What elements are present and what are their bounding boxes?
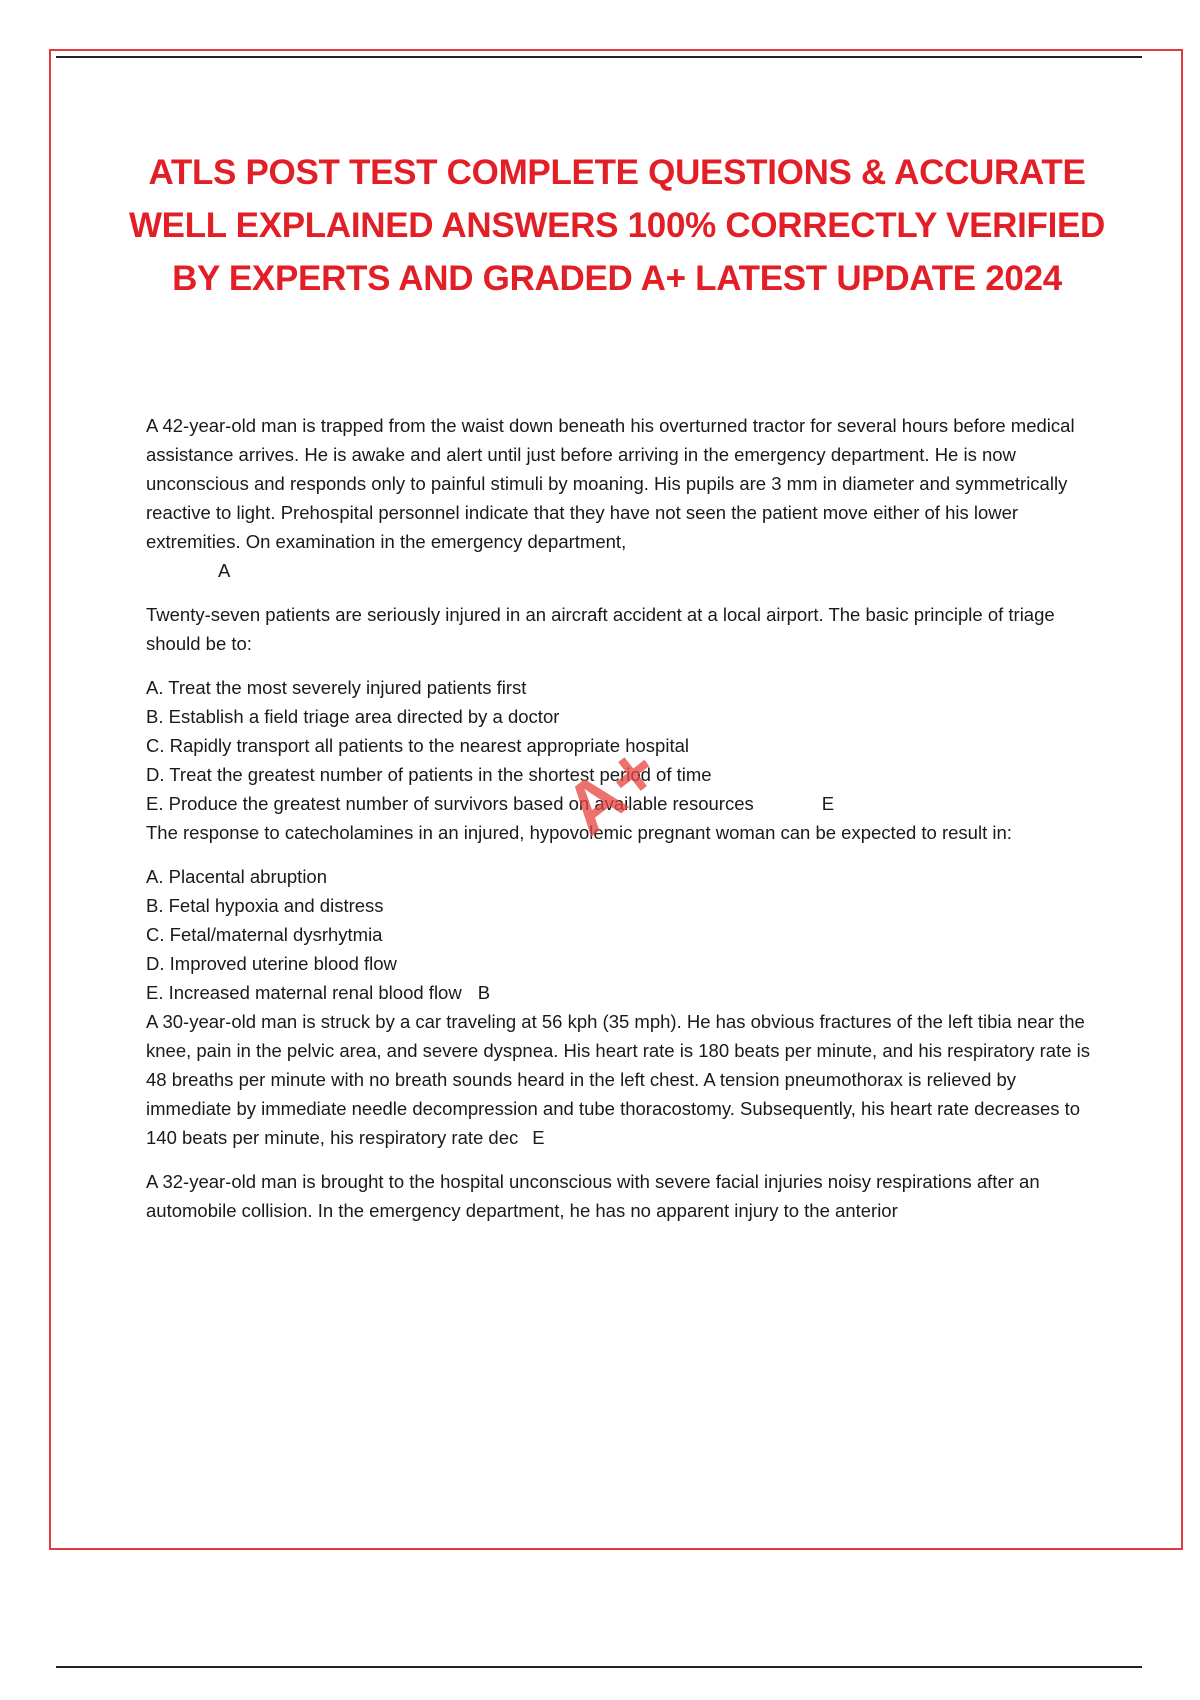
bottom-divider [56,1666,1142,1668]
question-text: Twenty-seven patients are seriously injured in an aircraft accident at a local airport. The basic principle of triage should be to: [146,604,1055,654]
answer-key: A [218,560,231,581]
option-a: A. Treat the most severely injured patients first [146,677,527,698]
option-b: B. Fetal hypoxia and distress [146,895,384,916]
answer-key: E [532,1127,545,1148]
question-2 [146,600,1096,658]
question-1 [146,411,1096,585]
question-text [146,1007,1096,1152]
option-c: C. Rapidly transport all patients to the nearest appropriate hospital [146,735,689,756]
title-line-3: BY EXPERTS AND GRADED A+ LATEST UPDATE 2024 [172,259,1062,298]
option-text: E. Increased maternal renal blood flow [146,982,462,1003]
title-line-1: ATLS POST TEST COMPLETE QUESTIONS & ACCURATE [148,153,1086,192]
option-c: C. Fetal/maternal dysrhytmia [146,924,383,945]
document-title [100,146,1134,305]
question-text: The response to catecholamines in an injured, hypovolemic pregnant woman can be expected to result in: [146,822,1012,843]
answer-key: B [477,982,491,1003]
option-d: D. Improved uterine blood flow [146,953,397,974]
top-divider [56,56,1142,58]
option-e [146,978,1096,1007]
option-b: B. Establish a field triage area directed by a doctor [146,706,560,727]
question-body: A 30-year-old man is struck by a car traveling at 56 kph (35 mph). He has obvious fractures of the left tibia near the knee, pain in the pelvic area, and severe dyspnea. His heart rate is 180 beats per minute, and his respiratory rate is 48 breaths per minute with no breath sounds heard in the left chest. A tension pneumothorax is relieved by immediate by immediate needle decompression and tube thoracostomy. Subsequently, his heart rate decreases to 140 beats per minute, his respiratory rate dec [146,1011,1091,1148]
option-text: E. Produce the greatest number of survivors based on available resources [146,793,754,814]
question-5 [146,1167,1096,1225]
question-text: A 32-year-old man is brought to the hospital unconscious with severe facial injuries noisy respirations after an automobile collision. In the emergency department, he has no apparent injury to the anterior [146,1171,1040,1221]
answer-key: E [821,793,835,814]
title-line-2: WELL EXPLAINED ANSWERS 100% CORRECTLY VERIFIED [128,206,1106,245]
question-text: A 42-year-old man is trapped from the waist down beneath his overturned tractor for several hours before medical assistance arrives. He is awake and alert until just before arriving in the emergency department. He is now unconscious and responds only to painful stimuli by moaning. His pupils are 3 mm in diameter and symmetrically reactive to light. Prehospital personnel indicate that they have not seen the patient move either of his lower extremities. On examination in the emergency department, [146,415,1075,552]
a-plus-watermark: A+ [550,729,674,851]
question-4 [146,1007,1096,1152]
option-a: A. Placental abruption [146,866,328,887]
option-d: D. Treat the greatest number of patients in the shortest period of time [146,764,712,785]
